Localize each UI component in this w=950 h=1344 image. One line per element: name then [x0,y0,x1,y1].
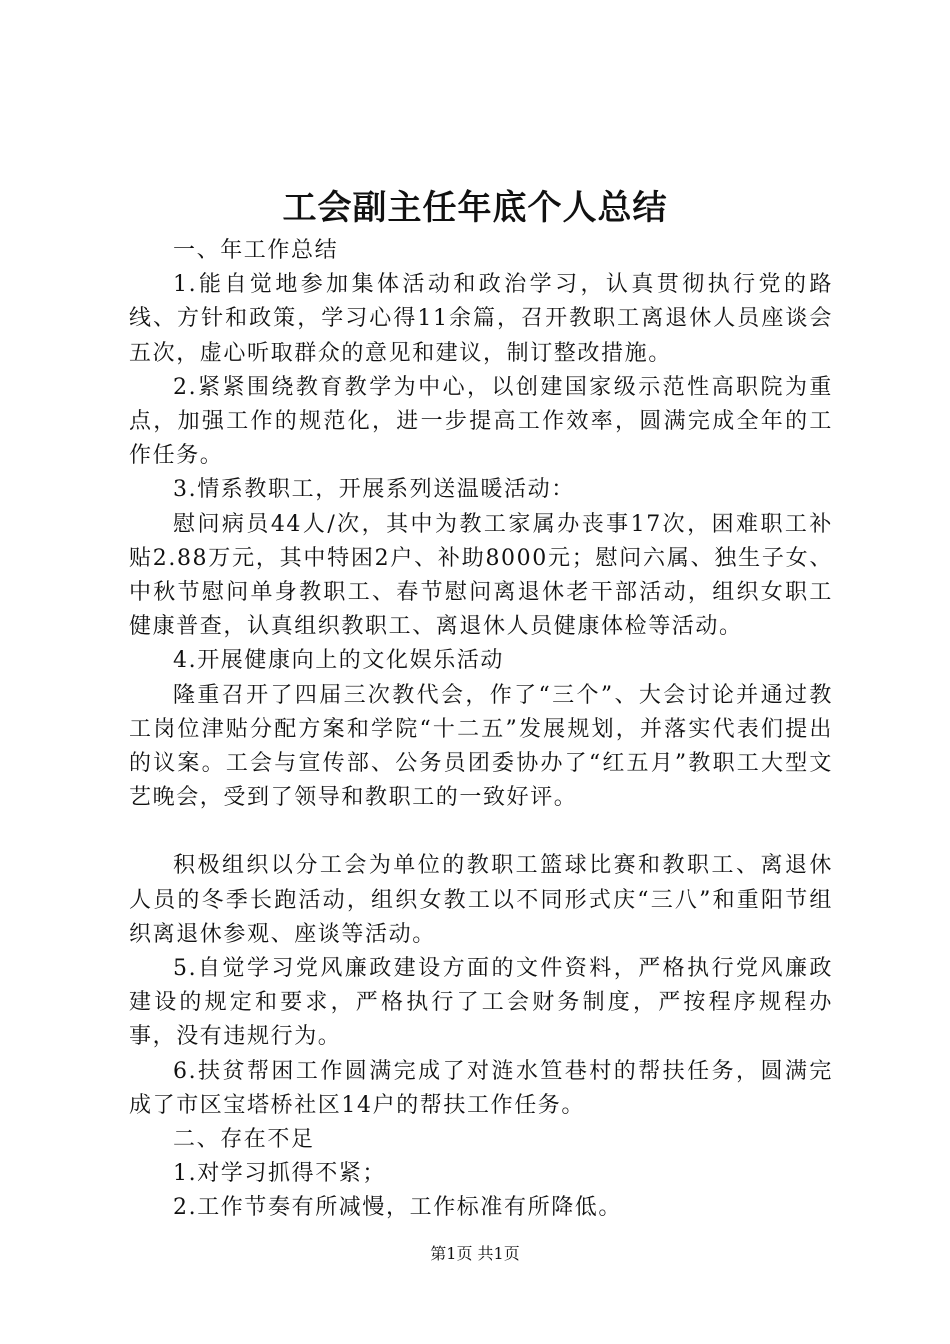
shortcoming-item-1: 1.对学习抓得不紧； [173,1161,386,1187]
paragraph-congress: 隆重召开了四届三次教代会，作了“三个”、大会讨论并通过教工岗位津贴分配方案和学院“十二五”发展规划，并落实代表们提出的议案。工会与宣传部、公务员团委协办了“红五月”教职工大型文艺晚会，受到了领导和教职工的一致好评。 [129,682,833,811]
shortcoming-item-2: 2.工作节奏有所减慢，工作标准有所降低。 [173,1195,622,1221]
paragraph-item-6: 6.扶贫帮困工作圆满完成了对涟水笪巷村的帮扶任务，圆满完成了市区宝塔桥社区14户的帮扶工作任务。 [129,1058,833,1118]
paragraph-item-5: 5.自觉学习党风廉政建设方面的文件资料，严格执行党风廉政建设的规定和要求，严格执行了工会财务制度，严按程序规程办事，没有违规行为。 [129,956,833,1050]
document-body [129,234,833,1226]
paragraph-item-2: 2.紧紧围绕教育教学为中心，以创建国家级示范性高职院为重点，加强工作的规范化，进一步提高工作效率，圆满完成全年的工作任务。 [129,374,833,469]
section-heading-summary: 一、年工作总结 [173,238,339,263]
section-heading-shortcomings: 二、存在不足 [173,1127,315,1153]
paragraph-condolence: 慰问病员44人/次，其中为教工家属办丧事17次，困难职工补贴2.88万元，其中特困2户、补助8000元；慰问六属、独生子女、中秋节慰问单身教职工、春节慰问离退休老干部活动，组织女职工健康普查，认真组织教职工、离退休人员健康体检等活动。 [129,511,833,640]
paragraph-sports: 积极组织以分工会为单位的教职工篮球比赛和教职工、离退休人员的冬季长跑活动，组织女教工以不同形式庆“三八”和重阳节组织离退休参观、座谈等活动。 [129,853,833,947]
paragraph-item-3: 3.情系教职工，开展系列送温暖活动： [173,477,575,503]
page-number-footer: 第1页 共1页 [430,1244,520,1263]
document-title: 工会副主任年底个人总结 [282,188,668,228]
paragraph-item-1: 1.能自觉地参加集体活动和政治学习，认真贯彻执行党的路线、方针和政策，学习心得11余篇，召开教职工离退休人员座谈会五次，虚心听取群众的意见和建议，制订整改措施。 [129,272,833,366]
paragraph-item-4: 4.开展健康向上的文化娱乐活动 [173,648,504,674]
